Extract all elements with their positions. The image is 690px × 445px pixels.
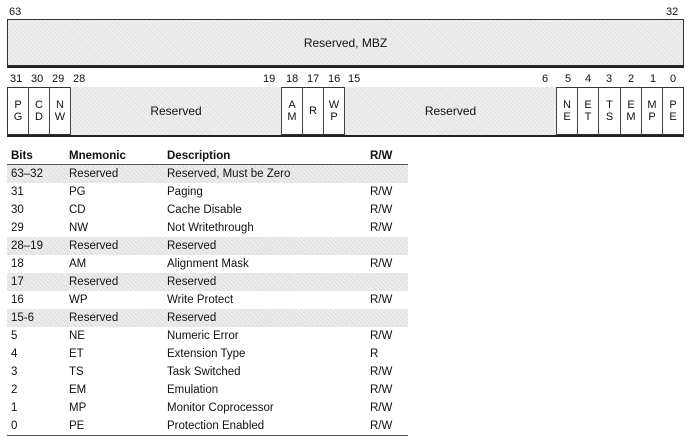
table-row — [7, 363, 408, 381]
header-description: Description — [163, 148, 366, 165]
field-nw — [50, 87, 71, 135]
cell-mnemonic: NW — [69, 222, 89, 234]
cell-bits: 18 — [11, 258, 24, 270]
cell-bits: 63–32 — [7, 165, 65, 184]
field-reserved-15-6-label: Reserved — [424, 104, 477, 118]
field-ne-char: E — [563, 111, 571, 123]
cell-mnemonic: Reserved — [65, 273, 163, 291]
cell-bits: 0 — [7, 417, 65, 436]
field-r17-label: R — [309, 105, 317, 117]
header-rw: R/W — [366, 148, 408, 165]
cell-description: Reserved — [163, 237, 366, 255]
cell-description: Reserved — [163, 309, 366, 327]
cell-mnemonic: CD — [69, 204, 86, 216]
field-mp-char: M — [647, 99, 657, 111]
table-row — [7, 183, 408, 201]
table-row — [7, 255, 408, 273]
field-wp-char: W — [328, 99, 340, 111]
bit-label: 19 — [263, 73, 276, 85]
header-mnemonic: Mnemonic — [65, 148, 163, 165]
cell-description: Protection Enabled — [163, 417, 366, 436]
cell-rw: R/W — [370, 366, 393, 378]
bit-label: 2 — [628, 73, 635, 85]
table-row — [7, 327, 408, 345]
field-et-char: T — [584, 111, 592, 123]
cell-mnemonic: PG — [69, 186, 86, 198]
cell-rw: R/W — [370, 294, 393, 306]
cell-description: Extension Type — [167, 348, 246, 360]
field-em — [621, 87, 642, 135]
field-reserved-15-6 — [345, 87, 557, 135]
table-row — [7, 345, 408, 363]
cell-bits: 2 — [11, 384, 18, 396]
cell-bits: 4 — [11, 348, 18, 360]
table-row — [7, 201, 408, 219]
cell-description: Paging — [167, 186, 203, 198]
bit-label: 5 — [565, 73, 572, 85]
table-row — [7, 219, 408, 237]
cell-mnemonic: AM — [69, 258, 87, 270]
cell-description: Monitor Coprocessor — [167, 402, 274, 414]
bit-label: 6 — [542, 73, 549, 85]
field-em-char: E — [627, 99, 635, 111]
cell-bits: 17 — [7, 273, 65, 291]
bit-label: 17 — [307, 73, 320, 85]
table-header-row — [7, 148, 408, 165]
bit-label: 28 — [73, 73, 86, 85]
bit-label: 30 — [31, 73, 44, 85]
field-ts-char: S — [605, 111, 614, 123]
field-pe — [663, 87, 684, 135]
cell-description: Alignment Mask — [167, 258, 249, 270]
cell-rw — [366, 237, 408, 255]
field-reserved-28-19 — [71, 87, 282, 135]
bit-label: 31 — [10, 73, 23, 85]
bit-label: 0 — [670, 73, 677, 85]
table-row — [7, 273, 408, 291]
cell-mnemonic: ET — [69, 348, 84, 360]
cell-description: Emulation — [167, 384, 219, 396]
cell-mnemonic: Reserved — [65, 165, 163, 184]
cell-rw — [366, 273, 408, 291]
bit-label: 16 — [328, 73, 341, 85]
cell-mnemonic: Reserved — [65, 309, 163, 327]
cell-mnemonic: MP — [69, 402, 87, 414]
cell-bits: 29 — [11, 222, 24, 234]
cell-bits: 1 — [11, 402, 18, 414]
cell-rw: R/W — [370, 258, 393, 270]
field-nw-char: N — [56, 99, 64, 111]
cell-description: Write Protect — [167, 294, 234, 306]
register-high-reserved — [7, 19, 684, 66]
cell-bits: 31 — [11, 186, 24, 198]
cell-description: Reserved, Must be Zero — [163, 165, 366, 184]
cell-rw: R/W — [370, 186, 393, 198]
field-ne-char: N — [563, 99, 571, 111]
field-wp — [324, 87, 345, 135]
table-row — [7, 309, 408, 327]
field-em-char: M — [626, 111, 636, 123]
field-nw-char: W — [54, 111, 66, 123]
field-pe-char: E — [669, 111, 677, 123]
field-cd-char: C — [35, 99, 43, 111]
bit-label-32: 32 — [666, 6, 679, 18]
cell-description: Cache Disable — [167, 204, 242, 216]
table-row — [7, 165, 408, 184]
cell-rw: R/W — [370, 204, 393, 216]
cell-description: Not Writethrough — [167, 222, 254, 234]
cell-rw: R/W — [370, 330, 393, 342]
cell-bits: 30 — [11, 204, 24, 216]
cell-bits: 28–19 — [7, 237, 65, 255]
bit-label: 3 — [606, 73, 613, 85]
table-row — [7, 237, 408, 255]
cell-bits: 15-6 — [7, 309, 65, 327]
cell-mnemonic: PE — [65, 417, 163, 436]
field-am-char: M — [287, 111, 297, 123]
field-reserved-28-19-label: Reserved — [150, 104, 202, 118]
cell-rw: R/W — [370, 384, 393, 396]
cell-rw — [366, 309, 408, 327]
cell-description: Numeric Error — [167, 330, 239, 342]
bit-label: 1 — [650, 73, 657, 85]
field-cd-char: D — [35, 111, 43, 123]
register-high-label: Reserved, MBZ — [303, 35, 388, 50]
table-row — [7, 399, 408, 417]
cell-rw: R/W — [366, 417, 408, 436]
cell-description: Reserved — [163, 273, 366, 291]
cell-rw: R/W — [370, 402, 393, 414]
cell-mnemonic: TS — [69, 366, 84, 378]
field-pg-char: P — [14, 99, 22, 111]
field-pg — [7, 87, 29, 135]
table-row — [7, 381, 408, 399]
field-ts-char: T — [606, 99, 613, 111]
cell-mnemonic: WP — [69, 294, 88, 306]
field-pg-char: G — [13, 111, 23, 123]
cell-bits: 3 — [11, 366, 18, 378]
table-row — [7, 291, 408, 309]
cell-rw — [366, 165, 408, 184]
cell-bits: 16 — [11, 294, 24, 306]
bit-label-63: 63 — [9, 6, 22, 18]
cell-mnemonic: EM — [69, 384, 87, 396]
field-mp — [642, 87, 663, 135]
field-wp-char: P — [330, 111, 338, 123]
cell-rw: R/W — [370, 222, 393, 234]
cell-description: Task Switched — [167, 366, 241, 378]
bit-label: 18 — [286, 73, 299, 85]
cell-mnemonic: Reserved — [65, 237, 163, 255]
field-pe-char: P — [669, 99, 677, 111]
field-et — [578, 87, 599, 135]
field-mp-char: P — [648, 111, 656, 123]
cell-rw: R — [370, 348, 379, 360]
field-am — [282, 87, 303, 135]
bit-label: 15 — [348, 73, 361, 85]
bit-label: 29 — [52, 73, 65, 85]
header-bits: Bits — [7, 148, 65, 165]
field-r17 — [303, 87, 324, 135]
table-row — [7, 417, 408, 436]
cell-bits: 5 — [11, 330, 18, 342]
field-cd — [29, 87, 50, 135]
field-ne — [557, 87, 578, 135]
bit-label: 4 — [585, 73, 592, 85]
cell-mnemonic: NE — [69, 330, 85, 342]
field-am-char: A — [288, 99, 296, 111]
bit-description-table — [7, 148, 408, 436]
field-ts — [599, 87, 621, 135]
field-et-char: E — [584, 99, 592, 111]
